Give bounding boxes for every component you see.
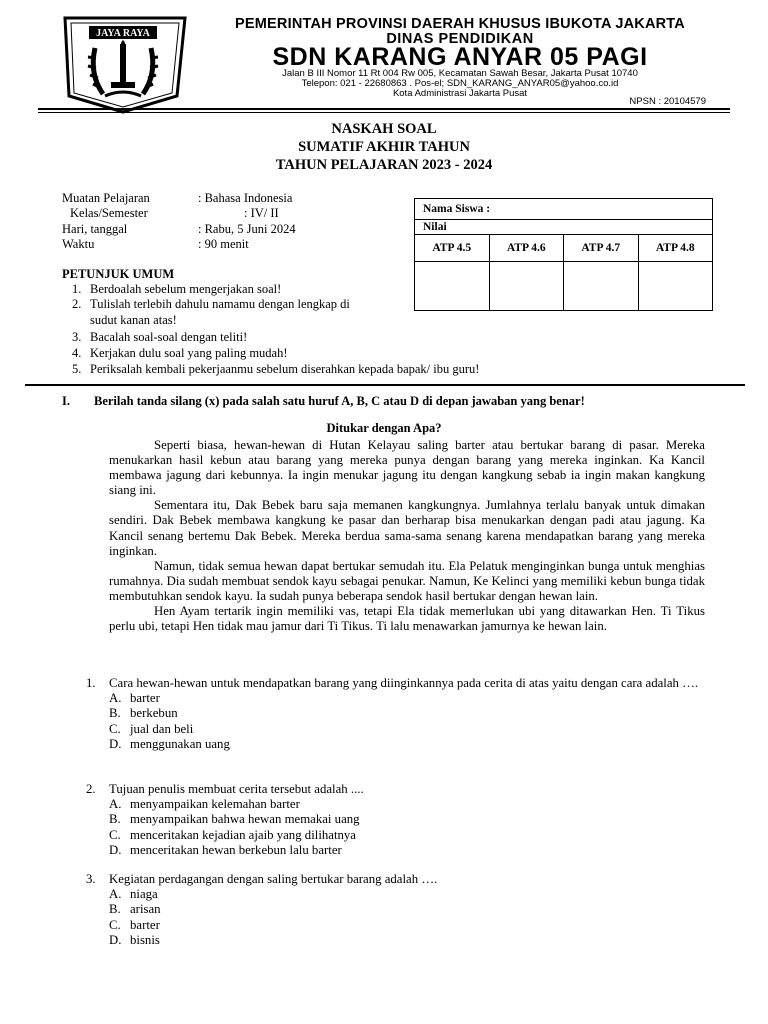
- question-number: 2.: [86, 782, 96, 796]
- answer-option-c[interactable]: [109, 918, 706, 933]
- option-letter: D.: [109, 842, 122, 857]
- petunjuk-item: Periksalah kembali pekerjaanmu sebelum diserahkan kepada bapak/ ibu guru!: [90, 362, 480, 376]
- student-score-table: [414, 198, 713, 311]
- header-government: PEMERINTAH PROVINSI DAERAH KHUSUS IBUKOTA JAKARTA: [235, 16, 685, 32]
- atp-header: ATP 4.6: [489, 235, 564, 262]
- answer-option-d[interactable]: [109, 933, 706, 948]
- option-letter: A.: [109, 691, 122, 706]
- option-letter: C.: [109, 917, 121, 932]
- nama-siswa-field[interactable]: Nama Siswa :: [415, 199, 713, 220]
- answer-option-d[interactable]: [109, 737, 706, 752]
- answer-option-c[interactable]: [109, 722, 706, 737]
- muatan-value: : Bahasa Indonesia: [198, 191, 293, 205]
- waktu-label: Waktu: [62, 237, 95, 251]
- option-letter: A.: [109, 797, 122, 812]
- question-2: [86, 782, 706, 858]
- story-paragraph: Hen Ayam tertarik ingin memiliki vas, tetapi Ela tidak memerlukan ubi yang ditawarkan Hen. Ti Tikus perlu ubi, tetapi Hen tidak mau jamur dari Ti Tikus. Ti lalu menawarkan jamurnya ke hewan lain.: [109, 604, 705, 634]
- answer-option-b[interactable]: [109, 812, 706, 827]
- story-body: [109, 438, 705, 634]
- atp-header: ATP 4.5: [415, 235, 490, 262]
- option-text: menggunakan uang: [130, 736, 230, 751]
- option-letter: C.: [109, 827, 121, 842]
- story-paragraph: Seperti biasa, hewan-hewan di Hutan Kelayau saling barter atau bertukar barang di pasar. Mereka menukarkan hasil kebun atau barang yang mereka punya dengan barang yang mereka inginkan. Ka Kancil membawa jagung dari kebunnya. Ia ingin menukar jagung itu dengan kangkung sebab ia ingin makan kangkung siang ini.: [109, 438, 705, 498]
- option-text: bisnis: [130, 932, 160, 947]
- answer-option-a[interactable]: [109, 691, 706, 706]
- answer-option-a[interactable]: [109, 887, 706, 902]
- kelas-value: : IV/ II: [244, 206, 279, 220]
- option-text: menyampaikan kelemahan barter: [130, 797, 300, 812]
- header-divider-thin: [38, 112, 730, 113]
- story-paragraph: Sementara itu, Dak Bebek baru saja memanen kangkungnya. Jumlahnya terlalu banyak untuk dimakan sendiri. Dak Bebek membawa kangkung ke pasar dan berharap bisa menukarkan dengan padi atau jagung. Ka Kancil senang bertemu Dak Bebek. Mereka berdua sama-sama senang karena mendapatkan barang yang mereka inginkan.: [109, 498, 705, 558]
- header-contact: Telepon: 021 - 22680863 . Pos-el; SDN_KARANG_ANYAR05@yahoo.co.id: [301, 78, 619, 89]
- kelas-label: Kelas/Semester: [70, 206, 148, 220]
- option-text: jual dan beli: [130, 721, 194, 736]
- petunjuk-item: sudut kanan atas!: [90, 313, 177, 327]
- question-1: [86, 676, 706, 752]
- answer-option-c[interactable]: [109, 828, 706, 843]
- story-title: Ditukar dengan Apa?: [326, 421, 442, 435]
- hari-label: Hari, tanggal: [62, 222, 128, 236]
- option-text: barter: [130, 917, 160, 932]
- option-letter: B.: [109, 902, 121, 917]
- petunjuk-num: 2.: [72, 297, 82, 311]
- petunjuk-item: Tulislah terlebih dahulu namamu dengan lengkap di: [90, 297, 350, 311]
- petunjuk-num: 3.: [72, 330, 82, 344]
- option-letter: C.: [109, 721, 121, 736]
- answer-option-b[interactable]: [109, 706, 706, 721]
- atp-score-cell[interactable]: [489, 262, 564, 311]
- petunjuk-item: Berdoalah sebelum mengerjakan soal!: [90, 282, 282, 296]
- question-3: [86, 872, 706, 948]
- header-address: Jalan B III Nomor 11 Rt 004 Rw 005, Kecamatan Sawah Besar, Jakarta Pusat 10740: [282, 68, 638, 79]
- question-number: 1.: [86, 676, 96, 690]
- doc-title: NASKAH SOAL: [331, 121, 437, 137]
- petunjuk-num: 1.: [72, 282, 82, 296]
- section-instruction: Berilah tanda silang (x) pada salah satu huruf A, B, C atau D di depan jawaban yang benar!: [94, 394, 585, 408]
- petunjuk-num: 5.: [72, 362, 82, 376]
- hari-value: : Rabu, 5 Juni 2024: [198, 222, 296, 236]
- jakarta-crest-icon: [45, 14, 201, 114]
- atp-score-cell[interactable]: [564, 262, 639, 311]
- header-school-name: SDN KARANG ANYAR 05 PAGI: [272, 43, 648, 71]
- answer-option-a[interactable]: [109, 797, 706, 812]
- petunjuk-title: PETUNJUK UMUM: [62, 267, 175, 281]
- option-text: barter: [130, 691, 160, 706]
- question-stem: Tujuan penulis membuat cerita tersebut adalah ....: [109, 782, 364, 796]
- atp-score-cell[interactable]: [415, 262, 490, 311]
- doc-year: TAHUN PELAJARAN 2023 - 2024: [275, 157, 493, 173]
- option-text: berkebun: [130, 706, 178, 721]
- atp-header: ATP 4.7: [564, 235, 639, 262]
- doc-subtitle: SUMATIF AKHIR TAHUN: [298, 139, 470, 155]
- petunjuk-item: Kerjakan dulu soal yang paling mudah!: [90, 346, 288, 360]
- option-text: niaga: [130, 887, 158, 902]
- logo-text: JAYA RAYA: [96, 28, 150, 39]
- option-text: arisan: [130, 902, 161, 917]
- waktu-value: : 90 menit: [198, 237, 249, 251]
- option-text: menceritakan hewan berkebun lalu barter: [130, 842, 342, 857]
- school-logo: [45, 14, 201, 114]
- header-divider: [38, 108, 730, 110]
- answer-option-d[interactable]: [109, 843, 706, 858]
- question-stem: Cara hewan-hewan untuk mendapatkan barang yang diinginkannya pada cerita di atas yaitu dengan cara adalah ….: [109, 676, 699, 690]
- atp-header: ATP 4.8: [638, 235, 713, 262]
- option-text: menyampaikan bahwa hewan memakai uang: [130, 812, 360, 827]
- option-letter: D.: [109, 932, 122, 947]
- section-number: I.: [62, 394, 70, 408]
- petunjuk-item: Bacalah soal-soal dengan teliti!: [90, 330, 248, 344]
- header-city: Kota Administrasi Jakarta Pusat: [392, 88, 528, 99]
- question-number: 3.: [86, 872, 96, 886]
- story-paragraph: Namun, tidak semua hewan dapat bertukar semudah itu. Ela Pelatuk menginginkan bunga untuk menghias rumahnya. Dia sudah membuat sendok kayu sebagai penukar. Namun, Ke Kelinci yang memiliki kebun bunga tidak membutuhkan sendok kayu. Ia sudah punya beberapa sendok hasil bertukar dengan hewan lain.: [109, 558, 705, 603]
- option-letter: D.: [109, 736, 122, 751]
- header-department: DINAS PENDIDIKAN: [386, 31, 534, 47]
- npsn-number: NPSN : 20104579: [629, 96, 706, 107]
- section-divider: [25, 384, 745, 386]
- petunjuk-num: 4.: [72, 346, 82, 360]
- option-letter: B.: [109, 706, 121, 721]
- question-stem: Kegiatan perdagangan dengan saling bertukar barang adalah ….: [109, 872, 438, 886]
- option-letter: B.: [109, 812, 121, 827]
- option-text: menceritakan kejadian ajaib yang dilihatnya: [130, 827, 356, 842]
- atp-score-cell[interactable]: [638, 262, 713, 311]
- answer-option-b[interactable]: [109, 902, 706, 917]
- nilai-field[interactable]: Nilai: [415, 220, 713, 235]
- option-letter: A.: [109, 887, 122, 902]
- muatan-label: Muatan Pelajaran: [62, 191, 150, 205]
